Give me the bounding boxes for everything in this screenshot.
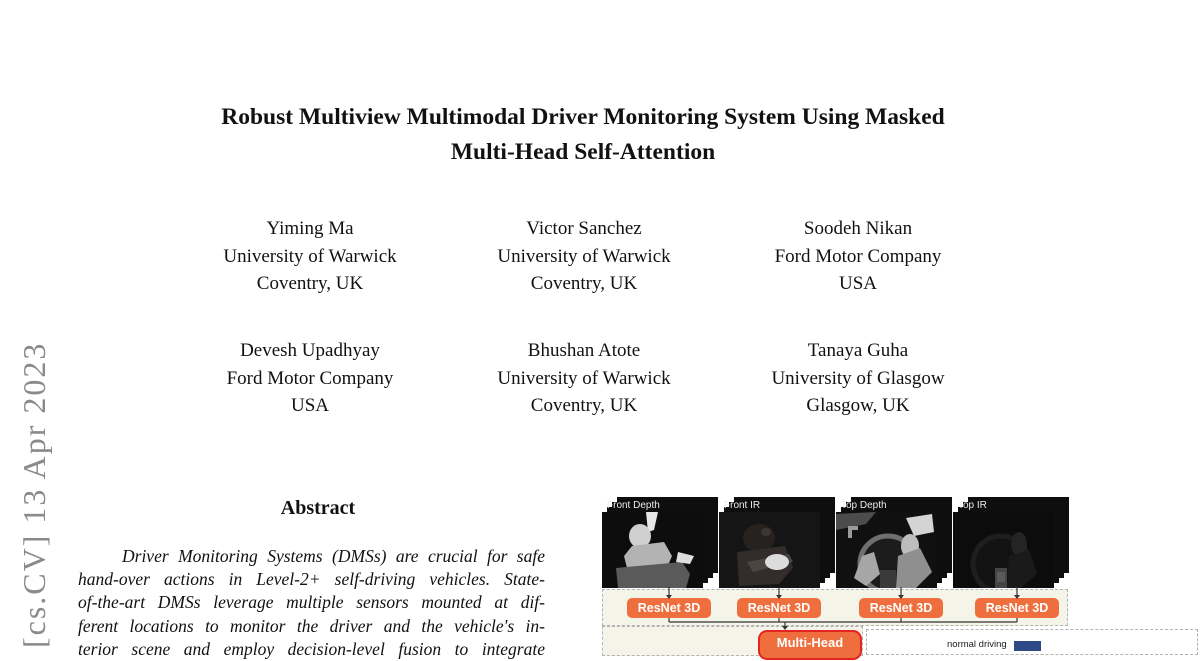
author-affiliation: University of Warwick — [223, 245, 397, 267]
top-ir-label: Top IR — [958, 500, 987, 511]
author-location: Coventry, UK — [530, 395, 638, 416]
paper-title-line-1: Robust Multiview Multimodal Driver Monitoring System Using Masked — [221, 104, 945, 130]
top-depth-clip — [836, 497, 952, 588]
author-name: Victor Sanchez — [526, 218, 642, 239]
author-affiliation: Ford Motor Company — [774, 245, 942, 267]
abstract-line: terior scene and employ decision-level fusion to integrate — [78, 638, 545, 659]
author-location: Glasgow, UK — [806, 395, 910, 416]
abstract-line: of-the-art DMSs leverage multiple sensors mounted at dif- — [78, 592, 545, 613]
author-name: Bhushan Atote — [527, 340, 641, 361]
author-affiliation: Ford Motor Company — [226, 367, 394, 389]
front-depth-clip — [602, 497, 718, 588]
resnet3d-box-top-depth: ResNet 3D — [859, 598, 943, 618]
author-location: Coventry, UK — [530, 273, 638, 294]
front-depth-label: Front Depth — [607, 500, 660, 511]
author-affiliation: University of Warwick — [497, 245, 671, 267]
author-name: Soodeh Nikan — [803, 218, 913, 239]
resnet3d-box-top-ir: ResNet 3D — [975, 598, 1059, 618]
author-name: Tanaya Guha — [807, 340, 909, 361]
output-class-label: normal driving — [947, 639, 1007, 650]
abstract-line: hand-over actions in Level-2+ self-driving vehicles. State- — [78, 569, 545, 590]
output-probability-bar — [1014, 641, 1041, 651]
paper-title-line-2: Multi-Head Self-Attention — [450, 139, 716, 165]
resnet3d-box-front-depth: ResNet 3D — [627, 598, 711, 618]
abstract-line: Driver Monitoring Systems (DMSs) are crucial for safe — [122, 546, 545, 566]
top-depth-label: Top Depth — [841, 500, 887, 511]
author-location: USA — [838, 273, 877, 294]
arxiv-stamp: [cs.CV] 13 Apr 2023 — [16, 341, 52, 648]
output-panel — [866, 629, 1198, 655]
resnet3d-box-front-ir: ResNet 3D — [737, 598, 821, 618]
author-location: USA — [290, 395, 329, 416]
front-ir-label: Front IR — [724, 500, 761, 511]
abstract-heading: Abstract — [280, 497, 356, 519]
front-depth-image — [602, 512, 703, 588]
top-depth-image — [836, 512, 937, 588]
front-ir-clip — [719, 497, 835, 588]
author-name: Yiming Ma — [266, 218, 354, 239]
author-location: Coventry, UK — [256, 273, 364, 294]
author-name: Devesh Upadhyay — [240, 340, 380, 361]
top-ir-clip — [953, 497, 1069, 588]
multi-head-fusion-box: Multi-Head — [758, 630, 862, 660]
front-ir-image — [719, 512, 820, 588]
abstract-line: ferent locations to monitor the driver and the vehicle's in- — [78, 615, 545, 636]
author-affiliation: University of Warwick — [497, 367, 671, 389]
top-ir-image — [953, 512, 1054, 588]
author-affiliation: University of Glasgow — [771, 367, 945, 389]
